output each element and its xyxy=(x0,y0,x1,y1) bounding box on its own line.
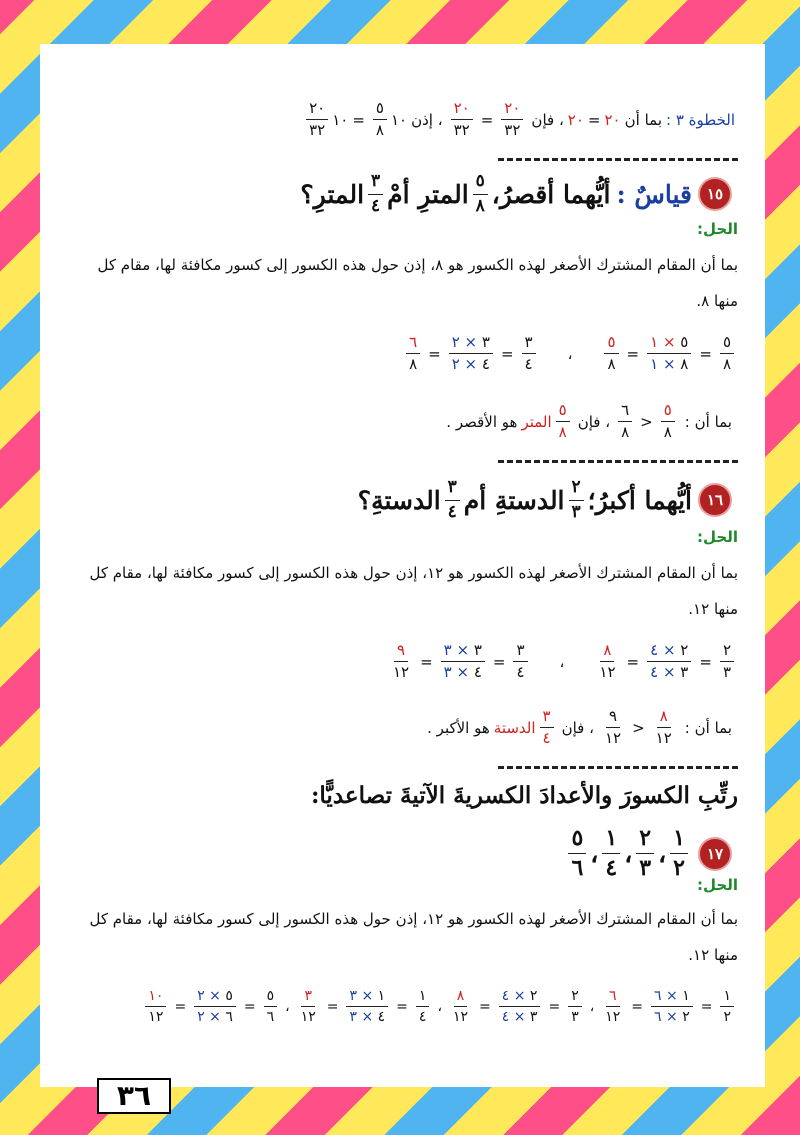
question-number-badge: ١٥ xyxy=(698,177,732,211)
fraction: $\frac{٢٠}{٣٢}$ xyxy=(451,100,473,140)
fraction: $\frac{٥}{٨}$ xyxy=(373,100,387,140)
fraction: $\frac{٦}{٨}$ xyxy=(618,402,632,442)
q17-fractions-list: ١٧ $\frac{١}{٢}$ ، $\frac{٢}{٣}$ ، $\frac{١}{٤}$ ، $\frac{٥}{٦}$ xyxy=(564,826,732,882)
step3-text-then: ، فإن xyxy=(531,110,564,129)
step3-value-a: ٢٠ xyxy=(604,110,621,129)
fraction: $\frac{٨}{١٢}$ xyxy=(655,707,672,748)
q15-title-text: أيُّهما أقصرُ، xyxy=(491,179,611,209)
q16-title-text: الدستةِ؟ xyxy=(357,485,441,515)
fraction: $\frac{٢ \times ٤}{٣ \times ٤}$ xyxy=(499,988,541,1025)
fraction: $\frac{٥}{٨}$ xyxy=(473,172,488,216)
fraction: $\frac{٨}{١٢}$ xyxy=(452,988,469,1026)
q16-title-text: أيُّهما أكبرُ؛ xyxy=(587,485,692,515)
fraction: $\frac{٥}{٨}$ xyxy=(556,402,570,442)
step3-line xyxy=(302,100,735,140)
equals-sign: = xyxy=(352,110,365,129)
fraction: $\frac{٥}{٦}$ xyxy=(264,988,278,1025)
fraction: $\frac{١ \times ٦}{٢ \times ٦}$ xyxy=(651,988,693,1025)
fraction: $\frac{٢}{٣}$ xyxy=(636,826,654,882)
fraction: $\frac{٢}{٣}$ xyxy=(569,478,584,522)
q16-solution-label: الحل: xyxy=(697,528,738,546)
page-number: ٣٦ xyxy=(97,1078,171,1114)
fraction: $\frac{٣}{١٢}$ xyxy=(300,988,316,1026)
q15-title xyxy=(300,172,732,216)
fraction: $\frac{٣}{٤}$ xyxy=(513,642,527,682)
fraction: $\frac{٢}{٣}$ xyxy=(568,988,582,1025)
equals-sign: = xyxy=(587,110,601,129)
fraction: $\frac{٥}{٨}$ xyxy=(720,334,734,374)
fraction: $\frac{٩}{١٢}$ xyxy=(604,707,622,748)
fraction: $\frac{٨}{١٢}$ xyxy=(599,641,616,682)
q15-title-text: المترِ أمْ xyxy=(387,179,469,209)
fraction: $\frac{٢٠}{٣٢}$ xyxy=(306,100,328,140)
fraction: $\frac{٥ \times ٢}{٦ \times ٢}$ xyxy=(194,988,236,1025)
fraction: $\frac{١ \times ٣}{٤ \times ٣}$ xyxy=(346,988,388,1025)
q17-equivalent-fractions: $\frac{١}{٢}$ = $\frac{١ \times ٦}{٢ \times ٦}$ = $\frac{٦}{١٢}$ ، $\frac{٢}{٣}$ = $\frac{٢ \times ٤}{٣ \times ٤}$ = $\frac{٨}{١٢}$ ، $\frac{١}{٤}$ = $\frac{١ \times ٣}{٤ \times ٣}$ = $\frac{٣}{١٢}$ ، $\frac{٥}{٦}$ = $\frac{٥ \times ٢}{٦ \times ٢}$ = $\frac{١٠}{١٢}$ xyxy=(141,988,738,1025)
fraction: $\frac{٥}{٨}$ xyxy=(661,402,675,442)
whole-number: ١٠ xyxy=(332,110,349,129)
step3-label: الخطوة ٣ : xyxy=(666,110,735,129)
fraction: $\frac{٢}{٣}$ xyxy=(720,642,734,682)
fraction: $\frac{١٠}{١٢}$ xyxy=(145,988,166,1025)
q17-heading: رتِّبِ الكسورَ والأعدادَ الكسريةَ الآتيةَ تصاعديًّا: xyxy=(310,782,738,809)
q16-explanation-line2: منها ١٢. xyxy=(688,600,738,618)
q15-conclusion: بما أن : $\frac{٥}{٨}$ < $\frac{٦}{٨}$ ، فإن $\frac{٥}{٨}$ المتر هو الأقصر . xyxy=(446,401,732,442)
step3-text-since: بما أن xyxy=(624,110,662,129)
fraction: $\frac{٣ \times ٣}{٤ \times ٣}$ xyxy=(441,642,485,682)
q16-equivalent-fractions: $\frac{٢}{٣}$ = $\frac{٢ \times ٤}{٣ \times ٤}$ = $\frac{٨}{١٢}$ ، $\frac{٣}{٤}$ = $\frac{٣ \times ٣}{٤ \times ٣}$ = $\frac{٩}{١٢}$ xyxy=(386,642,738,682)
q16-title-text: الدستةِ أم xyxy=(463,485,565,515)
fraction: $\frac{٣ \times ٢}{٤ \times ٢}$ xyxy=(449,334,493,374)
fraction: $\frac{٦}{٨}$ xyxy=(406,334,420,374)
fraction: $\frac{١}{٤}$ xyxy=(416,988,430,1025)
separator-dashed xyxy=(498,158,738,161)
question-number-badge: ١٦ xyxy=(698,483,732,517)
fraction: $\frac{٣}{٤}$ xyxy=(445,478,460,522)
q16-conclusion: بما أن : $\frac{٨}{١٢}$ < $\frac{٩}{١٢}$ ، فإن $\frac{٣}{٤}$ الدستة هو الأكبر . xyxy=(427,707,732,748)
separator-dashed xyxy=(498,766,738,769)
q16-title xyxy=(358,478,732,522)
step3-value-b: ٢٠ xyxy=(567,110,584,129)
fraction: $\frac{١}{٤}$ xyxy=(602,826,620,882)
q17-explanation-line1: بما أن المقام المشترك الأصغر لهذه الكسور هو ١٢، إذن حول هذه الكسور إلى كسور مكافئة لها، مقام كل xyxy=(89,910,738,928)
fraction: $\frac{١}{٢}$ xyxy=(670,826,688,882)
fraction: $\frac{٣}{٤}$ xyxy=(540,708,554,748)
q15-title-text: المترِ؟ xyxy=(300,179,365,209)
fraction: $\frac{٢٠}{٣٢}$ xyxy=(501,100,523,140)
whole-number: ١٠ xyxy=(390,110,408,129)
q15-explanation-line2: منها ٨. xyxy=(696,292,738,310)
fraction: $\frac{٣}{٤}$ xyxy=(522,334,536,374)
q16-explanation-line1: بما أن المقام المشترك الأصغر لهذه الكسور هو ١٢، إذن حول هذه الكسور إلى كسور مكافئة لها، مقام كل xyxy=(89,564,738,582)
equals-sign: = xyxy=(480,110,494,129)
q15-explanation-line1: بما أن المقام المشترك الأصغر لهذه الكسور هو ٨، إذن حول هذه الكسور إلى كسور مكافئة لها، مقام كل xyxy=(97,256,738,274)
q15-solution-label: الحل: xyxy=(697,220,738,238)
fraction: $\frac{٦}{١٢}$ xyxy=(605,988,621,1026)
fraction: $\frac{٩}{١٢}$ xyxy=(392,641,410,682)
step3-text-therefore: ، إذن xyxy=(411,110,443,129)
q17-explanation-line2: منها ١٢. xyxy=(688,946,738,964)
fraction: $\frac{٥}{٦}$ xyxy=(568,826,586,882)
question-number-badge: ١٧ xyxy=(698,837,732,871)
fraction: $\frac{٥ \times ١}{٨ \times ١}$ xyxy=(647,334,691,374)
fraction: $\frac{٥}{٨}$ xyxy=(604,334,618,374)
fraction: $\frac{٢ \times ٤}{٣ \times ٤}$ xyxy=(647,642,691,682)
q17-solution-label: الحل: xyxy=(697,876,738,894)
fraction: $\frac{١}{٢}$ xyxy=(720,988,734,1025)
fraction: $\frac{٣}{٤}$ xyxy=(368,172,383,216)
separator-dashed xyxy=(498,460,738,463)
q15-keyword: قياسٌ : xyxy=(616,179,692,209)
q15-equivalent-fractions: $\frac{٥}{٨}$ = $\frac{٥ \times ١}{٨ \times ١}$ = $\frac{٥}{٨}$ ، $\frac{٣}{٤}$ = $\frac{٣ \times ٢}{٤ \times ٢}$ = $\frac{٦}{٨}$ xyxy=(402,334,738,374)
